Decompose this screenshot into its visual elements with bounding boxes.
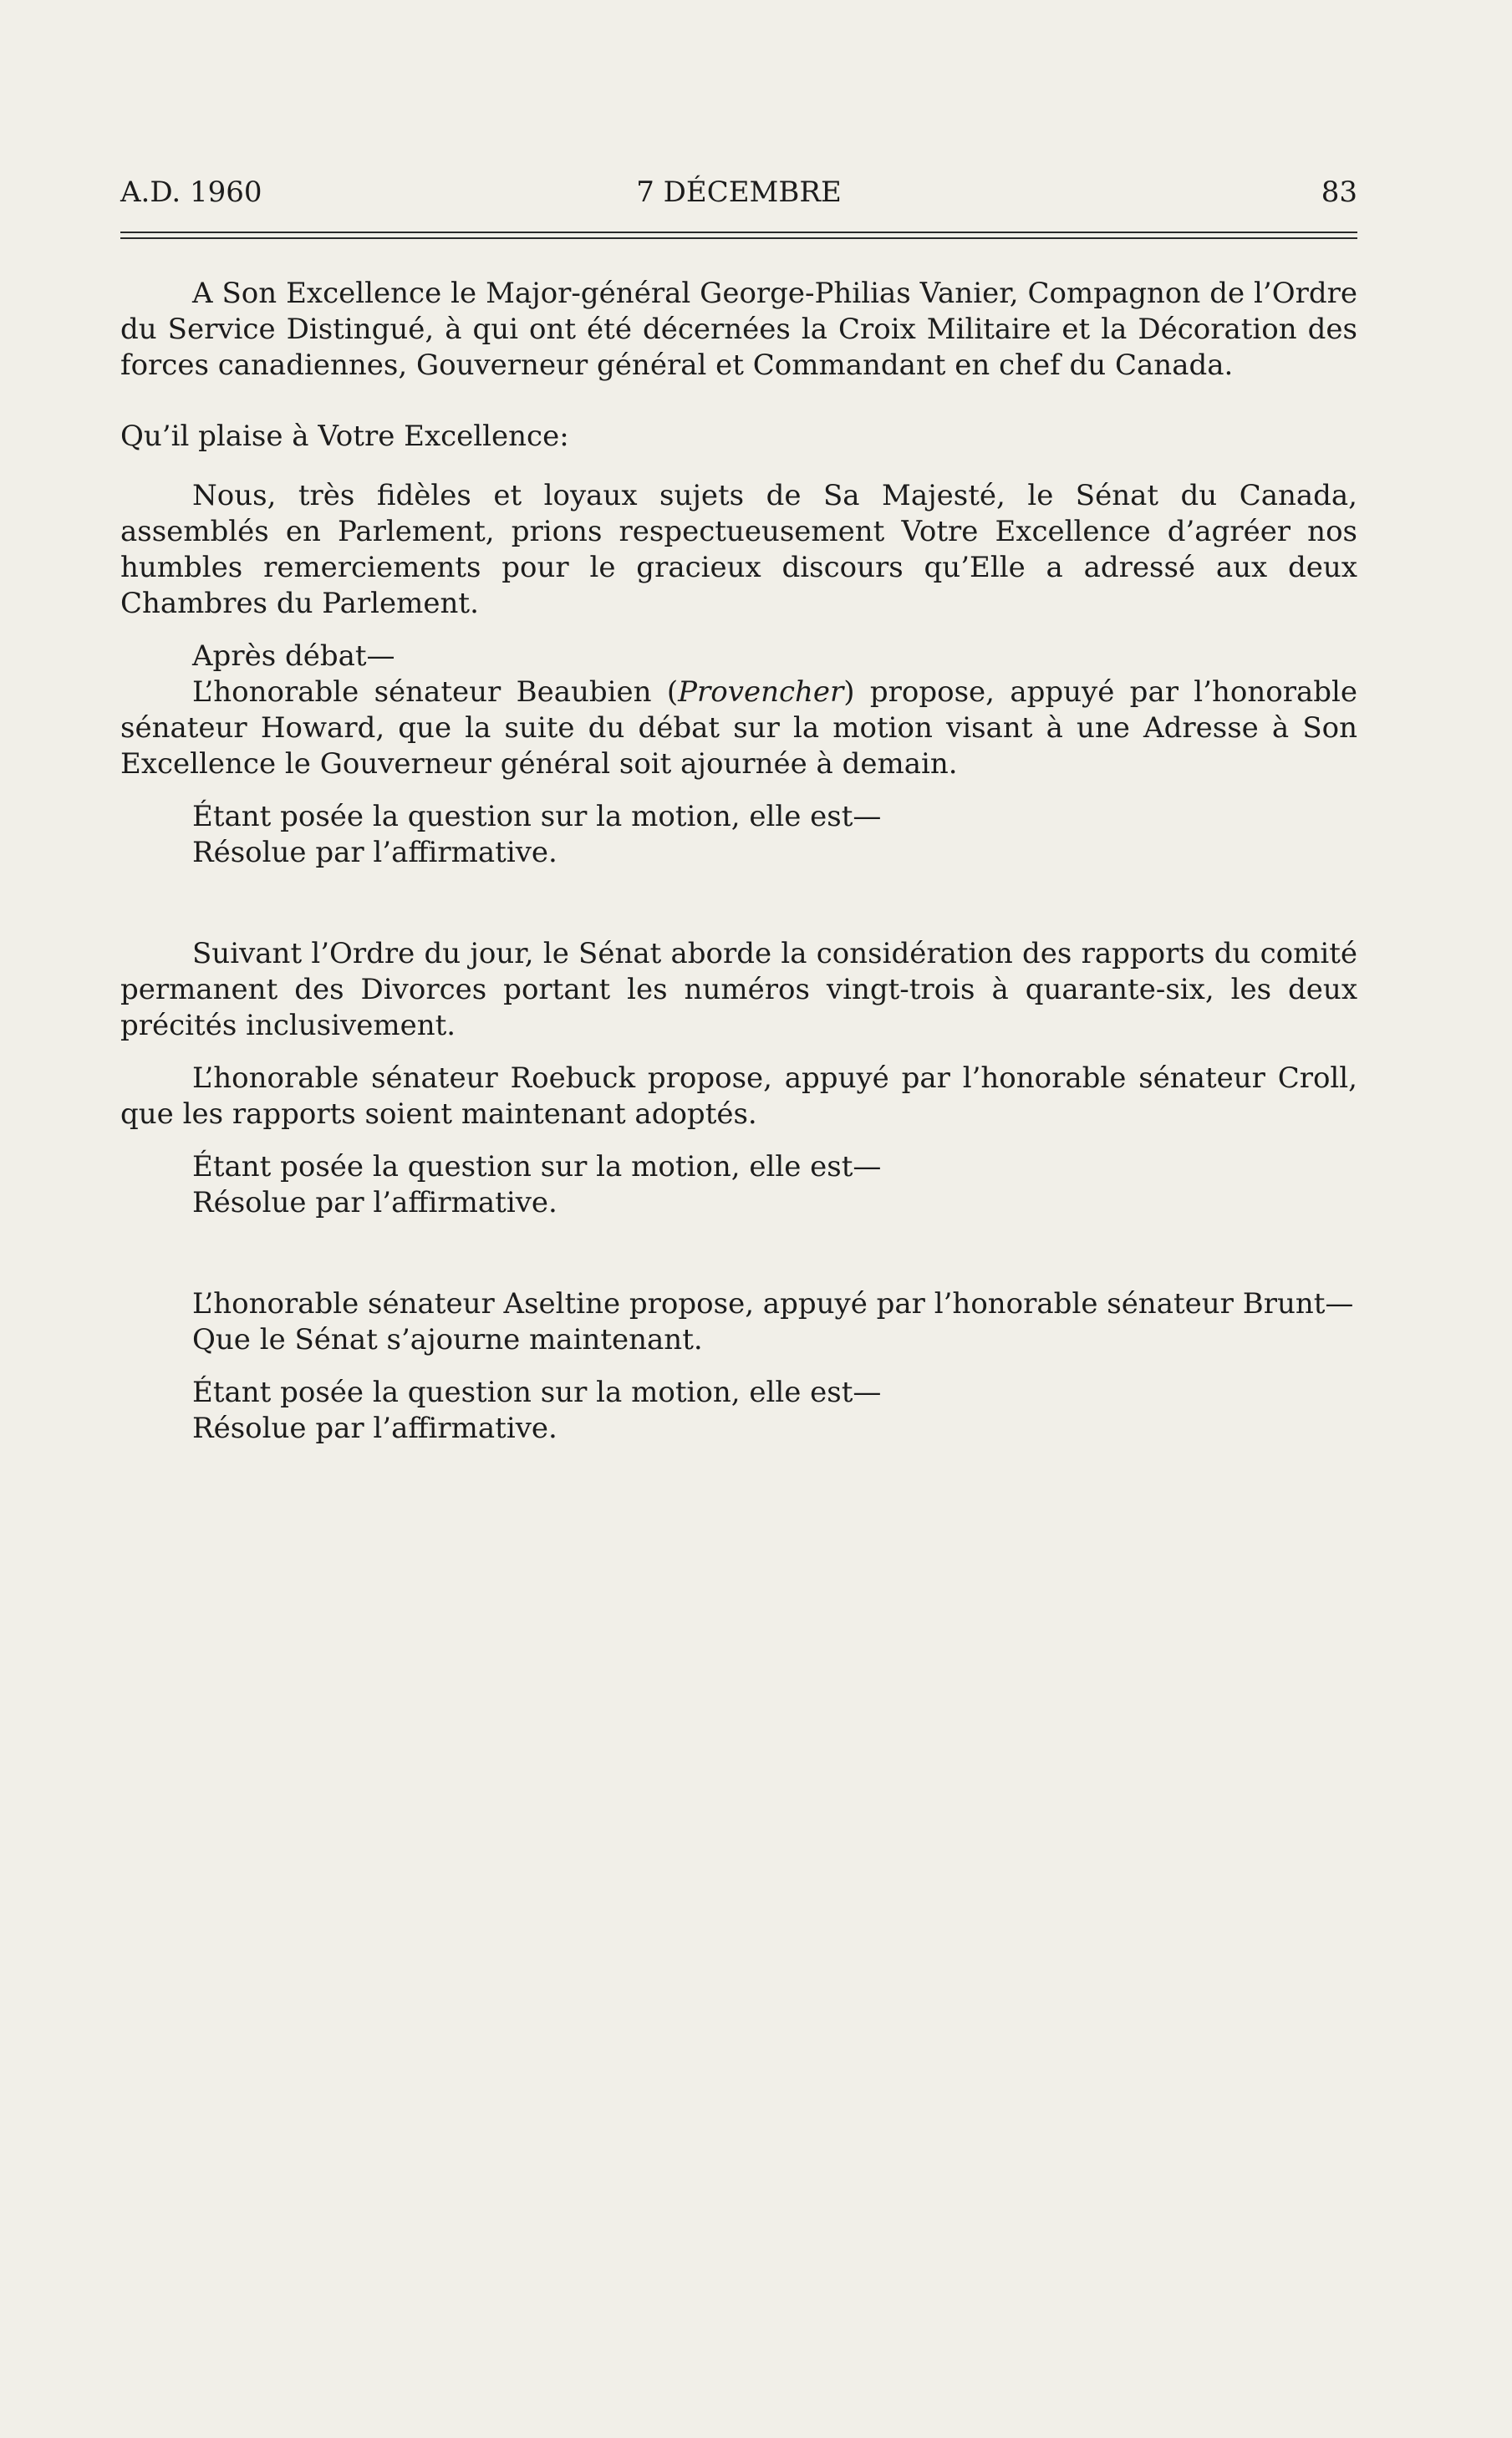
header-date: 7 DÉCEMBRE [636, 176, 842, 209]
document-body [120, 276, 1357, 1447]
motion-text-start: L’honorable sénateur Beaubien ( [192, 675, 679, 709]
senate-adjourn-motion-paragraph: L’honorable sénateur Aseltine propose, appuyé par l’honorable sénateur Brunt— [192, 1287, 1354, 1321]
petition-paragraph: Nous, très fidèles et loyaux sujets de Sa Majesté, le Sénat du Canada, assemblés en Parlement, prions respectueusement Votre Excellence d’agréer nos humbles remerciements pour le gracieux discours qu’Elle a adressé aux deux Chambres du Parlement. [120, 479, 1357, 620]
salutation: Qu’il plaise à Votre Excellence: [120, 420, 569, 453]
question-line: Étant posée la question sur la motion, elle est— [192, 1376, 882, 1409]
question-line: Étant posée la question sur la motion, elle est— [192, 1150, 882, 1183]
header-rule-bottom [120, 237, 1357, 239]
result-line: Résolue par l’affirmative. [192, 1412, 557, 1445]
page-header [120, 176, 1357, 217]
motion-text-end: ) propose, appuyé par l’honorable sénateur Howard, que la suite du débat sur la motion visant à une Adresse à Son Excellence le Gouverneur général soit ajournée à demain. [120, 675, 1358, 781]
result-line: Résolue par l’affirmative. [192, 836, 557, 869]
header-year: A.D. 1960 [120, 176, 262, 209]
adjourn-text-line: Que le Sénat s’ajourne maintenant. [192, 1323, 703, 1356]
header-rule-top [120, 232, 1357, 233]
riding-name: Provencher [678, 675, 844, 709]
address-paragraph: A Son Excellence le Major-général George-Philias Vanier, Compagnon de l’Ordre du Service Distingué, à qui ont été décernées la Croix Militaire et la Décoration des forces canadiennes, Gouverneur général et Commandant en chef du Canada. [120, 277, 1357, 382]
order-of-day-paragraph: Suivant l’Ordre du jour, le Sénat aborde la considération des rapports du comité permanent des Divorces portant les numéros vingt-trois à quarante-six, les deux précités inclusivement. [120, 937, 1357, 1042]
adoption-motion-paragraph: L’honorable sénateur Roebuck propose, appuyé par l’honorable sénateur Croll, que les rapports soient maintenant adoptés. [120, 1061, 1357, 1131]
after-debate-line: Après débat— [192, 639, 395, 673]
page-number: 83 [1321, 176, 1357, 209]
question-line: Étant posée la question sur la motion, elle est— [192, 800, 882, 833]
adjournment-motion-paragraph [120, 674, 1357, 782]
result-line: Résolue par l’affirmative. [192, 1186, 557, 1219]
